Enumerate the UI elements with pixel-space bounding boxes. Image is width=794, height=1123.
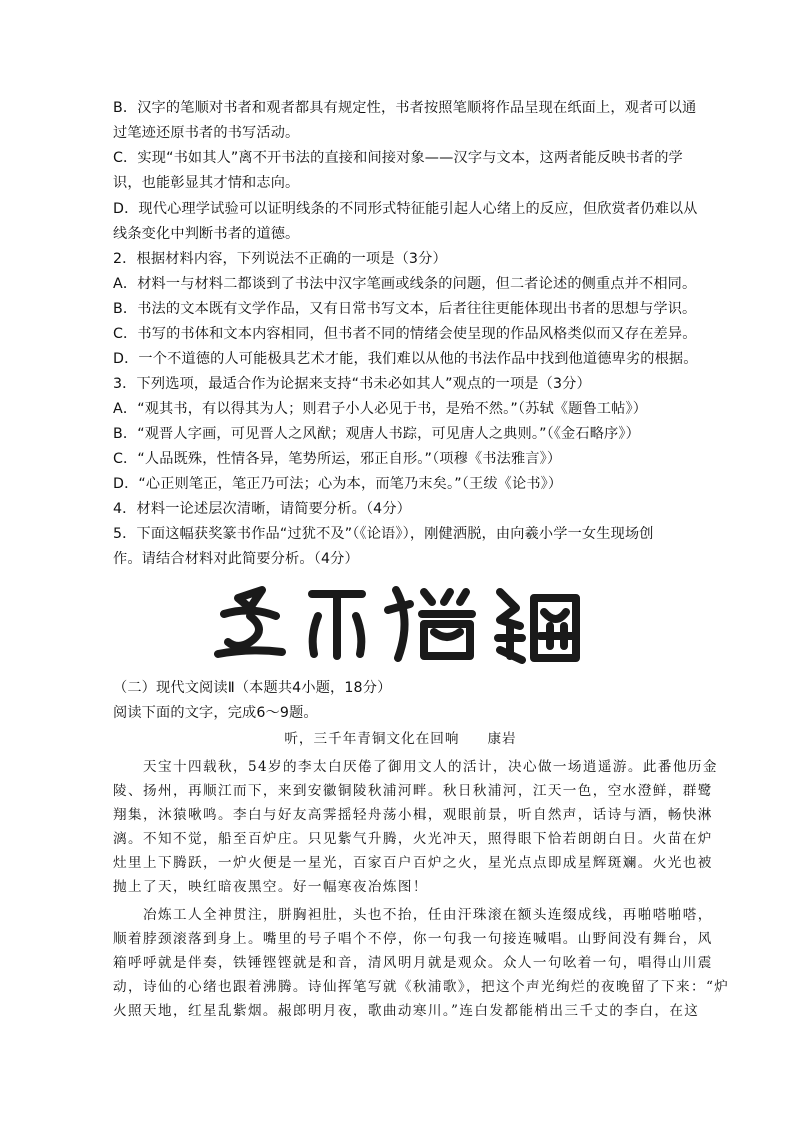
article-paragraph-line: 动，诗仙的心绪也跟着沸腾。诗仙挥笔写就《秋浦歌》，把这个声光绚烂的夜晚留了下来：“炉 xyxy=(113,979,730,995)
q1-option-d-line1: D．现代心理学试验可以证明线条的不同形式特征能引起人心绪上的反应，但欣赏者仍难以从 xyxy=(113,201,698,217)
q2-option-c: C．书写的书体和文本内容相同，但书者不同的情绪会使呈现的作品风格类似而又存在差异。 xyxy=(113,326,697,342)
q2-option-a: A．材料一与材料二都谈到了书法中汉字笔画或线条的问题，但二者论述的侧重点并不相同。 xyxy=(113,276,697,292)
q5-stem-line1: 5．下面这幅获奖篆书作品“过犹不及”（《论语》），刚健洒脱，由向羲小学一女生现场创 xyxy=(113,526,654,542)
q1-option-b-line2: 过笔迹还原书者的书写活动。 xyxy=(113,125,300,141)
q3-stem: 3．下列选项，最适合作为论据来支持“书未必如其人”观点的一项是（3分） xyxy=(113,376,591,392)
q5-stem-line2: 作。请结合材料对此简要分析。（4分） xyxy=(113,551,359,567)
calligraphy-artwork xyxy=(210,580,590,666)
q3-option-a: A．“观其书，有以得其为人；则君子小人必见于书，是殆不然。”（苏轼《题鲁工帖》） xyxy=(113,401,648,417)
article-author: 康岩 xyxy=(487,731,517,747)
q1-option-d-line2: 线条变化中判断书者的道德。 xyxy=(113,226,300,242)
q1-option-c-line1: C．实现“书如其人”离不开书法的直接和间接对象——汉字与文本，这两者能反映书者的学 xyxy=(113,150,683,166)
q3-option-c: C．“人品既殊，性情各异，笔势所运，邪正自形。”（项穆《书法雅言》） xyxy=(113,451,562,467)
q2-option-b: B．书法的文本既有文学作品，又有日常书写文本，后者往往更能体现出书者的思想与学识。 xyxy=(113,301,697,317)
article-paragraph-line: 抛上了天，映红暗夜黑空。好一幅寒夜冶炼图！ xyxy=(113,879,428,895)
q1-option-b-line1: B．汉字的笔顺对书者和观者都具有规定性，书者按照笔顺将作品呈现在纸面上，观者可以通 xyxy=(113,100,697,116)
q1-option-c-line2: 识，也能彰显其才情和志向。 xyxy=(113,175,300,191)
q3-option-b: B．“观晋人字画，可见晋人之风猷；观唐人书踪，可见唐人之典则。”（《金石略序》） xyxy=(113,426,640,442)
article-paragraph-line: 顺着脖颈滚落到身上。嘴里的号子唱个不停，你一句我一句接连喊唱。山野间没有舞台，风 xyxy=(113,931,713,947)
article-paragraph-line: 天宝十四载秋，54岁的李太白厌倦了御用文人的活计，决心做一场逍遥游。此番他历金 xyxy=(143,759,718,775)
q2-stem: 2．根据材料内容，下列说法不正确的一项是（3分） xyxy=(113,251,447,267)
article-paragraph-line: 箱呼呼就是伴奏，铁锤铿铿就是和音，清风明月就是观众。众人一句吆着一句，唱得山川震 xyxy=(113,955,713,971)
article-paragraph-line: 灶里上下腾跃，一炉火便是一星光，百家百户百炉之火，星光点点即成星辉斑斓。火光也被 xyxy=(113,855,713,871)
article-paragraph-line: 陵、扬州，再顺江而下，来到安徽铜陵秋浦河畔。秋日秋浦河，江天一色，空水澄鲜，群鹭 xyxy=(113,783,713,799)
article-paragraph-line: 冶炼工人全神贯注，胼胸袒肚，头也不抬，任由汗珠滚在额头连缀成线，再啪嗒啪嗒， xyxy=(143,907,713,923)
article-title: 听，三千年青铜文化在回响 xyxy=(284,731,460,747)
section2-heading: （二）现代文阅读Ⅱ（本题共4小题，18分） xyxy=(113,680,392,696)
section2-instruction: 阅读下面的文字，完成6～9题。 xyxy=(113,705,318,721)
article-paragraph-line: 翔集，沐猿啾鸣。李白与好友高霁摇轻舟荡小楫，观眼前景，听自然声，话诗与酒，畅快淋 xyxy=(113,807,713,823)
article-paragraph-line: 漓。不知不觉，船至百炉庄。只见紫气升腾，火光冲天，照得眼下恰若朗朗白日。火苗在炉 xyxy=(113,831,713,847)
q3-option-d: D．“心正则笔正，笔正乃可法；心为本，而笔乃末矣。”（王绂《论书》） xyxy=(113,476,563,492)
q2-option-d: D．一个不道德的人可能极具艺术才能，我们难以从他的书法作品中找到他道德卑劣的根据。 xyxy=(113,351,698,367)
article-paragraph-line: 火照天地，红星乱紫烟。赧郎明月夜，歌曲动寒川。”连白发都能梢出三千丈的李白，在这 xyxy=(113,1003,700,1019)
q4-stem: 4．材料一论述层次清晰，请简要分析。（4分） xyxy=(113,501,412,517)
article-title-line xyxy=(113,729,688,749)
